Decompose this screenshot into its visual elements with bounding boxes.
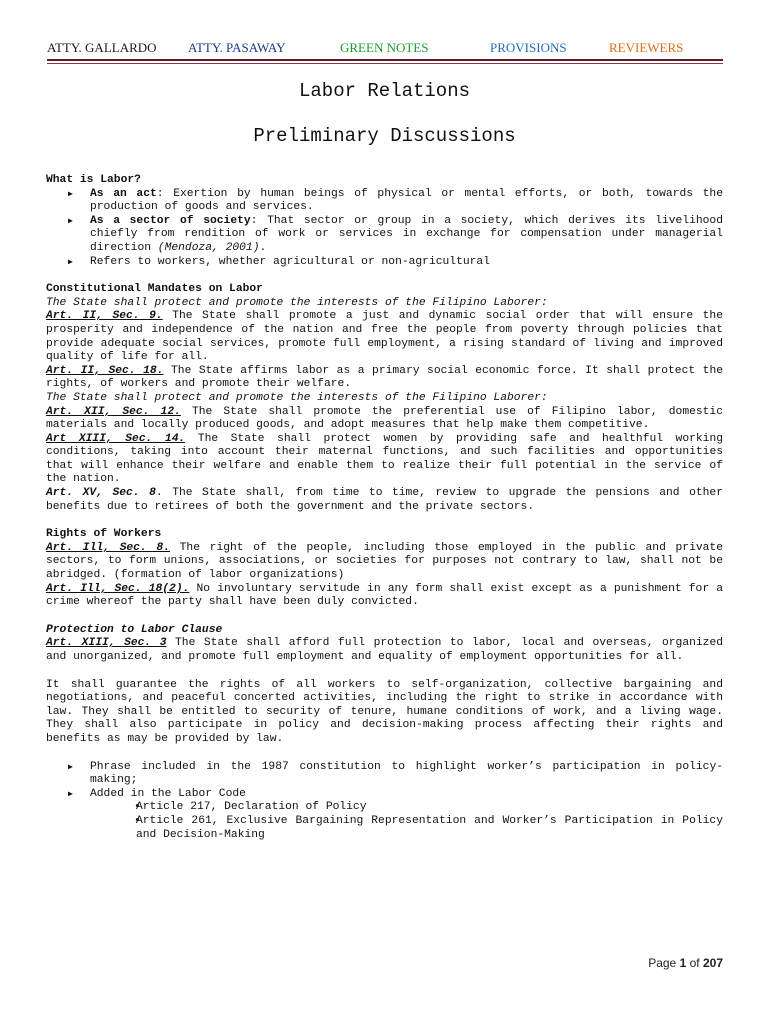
intro-line: The State shall protect and promote the interests of the Filipino Laborer: (46, 296, 548, 309)
sub-list-item: • Article 261, Exclusive Bargaining Representation and Worker’s Participation in Policy and Decision-Making (90, 815, 723, 842)
item-text: Refers to workers, whether agricultural or non-agricultural (90, 255, 490, 268)
provision (46, 433, 723, 487)
provision (46, 310, 723, 364)
header-nav (47, 40, 723, 56)
provision-text: The State shall afford full protection to labor, local and overseas, organized and unorganized, and promote full employment and equality of employment opportunities for all. (46, 637, 724, 663)
section-protection (46, 624, 723, 842)
protection-list (46, 761, 723, 843)
of-word: of (689, 956, 700, 970)
provision-text: The State shall promote the preferential use of Filipino labor, domestic materials and locally produced goods, and adopt measures that help make them competitive. (46, 405, 723, 432)
list-item (46, 256, 723, 270)
page-word: Page (648, 956, 677, 970)
section-heading: What is Labor? (46, 174, 141, 186)
tab-provisions[interactable]: PROVISIONS (490, 40, 567, 55)
list-item: ▶ Phrase included in the 1987 constitution to highlight worker’s participation in policy-making; (46, 761, 723, 788)
tab-atty-gallardo[interactable]: ATTY. GALLARDO (47, 40, 157, 55)
item-text: Added in the Labor Code (90, 787, 246, 800)
labor-list (46, 188, 723, 270)
provision (46, 583, 723, 610)
provision (46, 637, 723, 664)
header-rule-thin (47, 63, 723, 64)
article-ref: Art. Ill, Sec. 18(2). (46, 582, 190, 595)
section-heading: Protection to Labor Clause (46, 623, 223, 636)
section-rights (46, 528, 723, 610)
article-ref: Art. XII, Sec. 12. (46, 405, 181, 418)
sub-list-item: • Article 217, Declaration of Policy (90, 801, 723, 815)
list-item (46, 215, 723, 256)
page-footer (648, 956, 723, 970)
provision-text: . The State shall, from time to time, review to upgrade the pensions and other benefits due to retirees of both the government and the private sectors. (46, 487, 723, 513)
article-ref: Art. II, Sec. 18. (46, 364, 164, 377)
article-ref: Art. Ill, Sec. 8. (46, 541, 170, 554)
header-rule (47, 59, 723, 61)
provision-text: No involuntary servitude in any form shall exist except as a punishment for a crime whereof the party shall have been duly convicted. (46, 582, 723, 609)
tab-green-notes[interactable]: GREEN NOTES (340, 40, 429, 55)
provision (46, 542, 723, 583)
provision (46, 365, 723, 392)
item-text: That sector or group in a society, which derives its livelihood chiefly from rendition of work or services in exchange for compensation under managerial direction (90, 214, 723, 254)
document-body (46, 78, 723, 842)
section-labor (46, 174, 723, 269)
page-title: Labor Relations (298, 80, 471, 102)
provision-text: The State affirms labor as a primary social economic force. It shall protect the rights, of workers and promote their welfare. (46, 364, 723, 391)
list-item (46, 188, 723, 215)
provision (46, 487, 723, 514)
sub-list (90, 801, 723, 842)
intro-line: The State shall protect and promote the interests of the Filipino Laborer: (46, 391, 548, 404)
provision-text: The State shall protect women by providing safe and healthful working conditions, taking into account their maternal functions, and such facilities and opportunities that will enhance their welfare and enable them to realize their full potential in the service of the nation. (46, 432, 724, 486)
tab-reviewers[interactable]: REVIEWERS (609, 40, 684, 55)
provision (46, 406, 723, 433)
page-total: 207 (702, 956, 723, 970)
citation: (Mendoza, 2001) (157, 241, 260, 254)
tab-atty-pasaway[interactable]: ATTY. PASAWAY (188, 40, 286, 55)
section-constitutional (46, 283, 723, 514)
article-ref: Art. XV, Sec. 8 (46, 487, 156, 500)
item-text: Exertion by human beings of physical or mental efforts, or both, towards the production of goods and services. (90, 187, 723, 214)
provision-text: The right of the people, including those employed in the public and private sectors, to form unions, associations, or societies for purposes not contrary to law, shall not be abridged. (formation of labor organizations) (46, 541, 723, 582)
term-sep: : (250, 214, 258, 227)
term-label: As an act (90, 187, 157, 200)
list-item (46, 788, 723, 842)
term-sep: : (156, 187, 164, 200)
term-label: As a sector of society (90, 214, 251, 227)
provision-text: The State shall promote a just and dynamic social order that will ensure the prosperity and independence of the nation and free the people from poverty through policies that provide adequate social services, promote full employment, a rising standard of living and improved quality of life for all. (46, 310, 723, 364)
item-end: . (259, 241, 267, 254)
article-ref: Art. XIII, Sec. 3 (46, 637, 167, 650)
section-heading: Rights of Workers (46, 528, 162, 541)
page-number: 1 (679, 956, 687, 970)
paragraph: It shall guarantee the rights of all workers to self-organization, collective bargaining and negotiations, and peaceful concerted activities, including the right to strike in accordance with law. They shall be entitled to security of tenure, humane conditions of work, and a living wage. They shall also participate in policy and decision-making process affecting their rights and benefits as may be provided by law. (46, 678, 723, 745)
page-subtitle: Preliminary Discussions (253, 125, 516, 147)
section-heading: Constitutional Mandates on Labor (46, 283, 263, 296)
article-ref: Art. II, Sec. 9. (46, 310, 163, 323)
article-ref: Art XIII, Sec. 14. (46, 432, 186, 445)
